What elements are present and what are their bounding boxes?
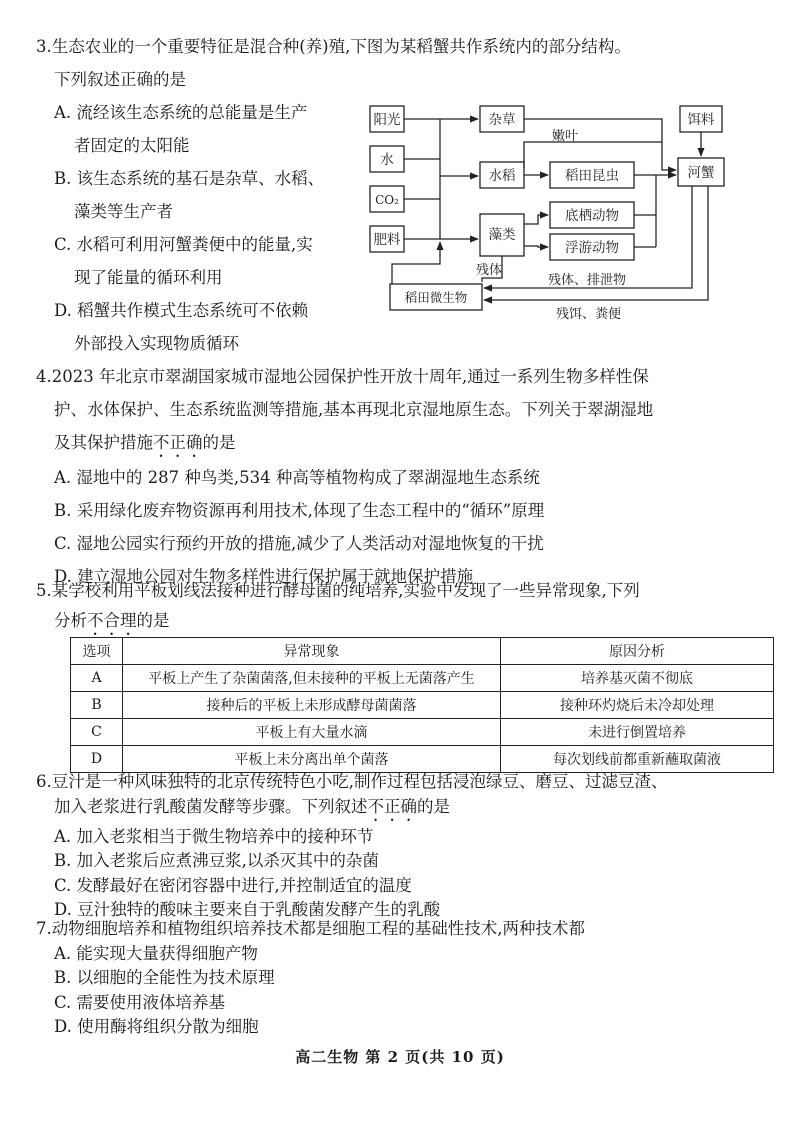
table-cell: B bbox=[71, 692, 123, 719]
rice-insects-label: 稻田昆虫 bbox=[565, 168, 619, 184]
q4-stem3-post: 的是 bbox=[202, 433, 236, 452]
q6-stem2-post: 的是 bbox=[417, 796, 450, 816]
bait-feces-label: 残饵、粪便 bbox=[556, 307, 622, 322]
table-header-option: 选项 bbox=[71, 638, 123, 665]
table-cell: C bbox=[71, 719, 123, 746]
benthic-label: 底栖动物 bbox=[565, 208, 619, 224]
q3-stem-line1: 3.生态农业的一个重要特征是混合种(养)殖,下图为某稻蟹共作系统内的部分结构。 bbox=[36, 37, 631, 56]
table-row bbox=[71, 665, 774, 692]
q7-stem: 7.动物细胞培养和植物组织培养技术都是细胞工程的基础性技术,两种技术都 bbox=[36, 919, 585, 938]
table-cell: 平板上未分离出单个菌落 bbox=[123, 746, 501, 773]
q4-stem-line2: 护、水体保护、生态系统监测等措施,基本再现北京湿地原生态。下列关于翠湖湿地 bbox=[54, 400, 654, 419]
q3-option-a: A. 流经该生态系统的总能量是生产 bbox=[54, 103, 308, 122]
q6-option-d: D. 豆汁独特的酸味主要来自于乳酸菌发酵产生的乳酸 bbox=[54, 900, 441, 919]
q7-option-d: D. 使用酶将组织分散为细胞 bbox=[54, 1017, 259, 1036]
table-cell: D bbox=[71, 746, 123, 773]
q6-stem2-pre: 加入老浆进行乳酸菌发酵等步骤。下列叙述 bbox=[54, 796, 368, 816]
crab-label: 河蟹 bbox=[687, 165, 715, 181]
microbe-label: 稻田微生物 bbox=[404, 290, 468, 305]
rice-crab-system-diagram bbox=[362, 96, 742, 326]
q3-option-d: D. 稻蟹共作模式生态系统可不依赖 bbox=[54, 301, 309, 320]
q6-option-a: A. 加入老浆相当于微生物培养中的接种环节 bbox=[54, 826, 374, 846]
table-header-analysis: 原因分析 bbox=[501, 638, 774, 665]
question-7 bbox=[36, 917, 776, 1040]
q7-option-a: A. 能实现大量获得细胞产物 bbox=[54, 943, 258, 963]
q4-option-d: D. 建立湿地公园对生物多样性进行保护属于就地保护措施 bbox=[54, 567, 474, 586]
q6-stem-line2 bbox=[36, 795, 776, 825]
q3-option-b-cont: 藻类等生产者 bbox=[74, 202, 173, 221]
table-header-row bbox=[71, 638, 774, 665]
q5-table bbox=[70, 637, 774, 773]
q3-option-c: C. 水稻可利用河蟹粪便中的能量,实 bbox=[54, 235, 313, 254]
q3-option-d-cont: 外部投入实现物质循环 bbox=[74, 334, 239, 353]
table-cell: 平板上有大量水滴 bbox=[123, 719, 501, 746]
feed-label: 饵料 bbox=[687, 112, 715, 128]
plankton-label: 浮游动物 bbox=[565, 240, 619, 256]
q7-option-b: B. 以细胞的全能性为技术原理 bbox=[54, 968, 275, 987]
q6-option-c: C. 发酵最好在密闭容器中进行,并控制适宜的温度 bbox=[54, 875, 412, 895]
question-6 bbox=[36, 770, 776, 923]
table-header-phenomenon: 异常现象 bbox=[123, 638, 501, 665]
q6-stem-line1: 6.豆汁是一种风味独特的北京传统特色小吃,制作过程包括浸泡绿豆、磨豆、过滤豆渣、 bbox=[36, 772, 668, 791]
water-label: 水 bbox=[380, 152, 394, 168]
q6-emphasis: 不正确 bbox=[367, 796, 417, 816]
co2-label: CO₂ bbox=[375, 193, 399, 207]
residue-excreta-label: 残体、排泄物 bbox=[548, 273, 627, 288]
q4-option-c: C. 湿地公园实行预约开放的措施,减少了人类活动对湿地恢复的干扰 bbox=[54, 534, 544, 553]
q4-option-a: A. 湿地中的 287 种鸟类,534 种高等植物构成了翠湖湿地生态系统 bbox=[54, 468, 540, 487]
q5-stem-line2 bbox=[36, 607, 776, 639]
question-4 bbox=[36, 360, 776, 593]
table-cell: 接种后的平板上未形成酵母菌菌落 bbox=[123, 692, 501, 719]
tender-leaf-label: 嫩叶 bbox=[552, 129, 579, 144]
table-cell: 平板上产生了杂菌菌落,但未接种的平板上无菌落产生 bbox=[123, 665, 501, 692]
table-row bbox=[71, 692, 774, 719]
q4-option-b: B. 采用绿化废弃物资源再利用技术,体现了生态工程中的“循环”原理 bbox=[54, 501, 545, 520]
q5-stem2-post: 的是 bbox=[136, 611, 170, 630]
q5-stem-line1: 5.某学校利用平板划线法接种进行酵母菌的纯培养,实验中发现了一些异常现象,下列 bbox=[36, 581, 640, 600]
algae-label: 藻类 bbox=[488, 227, 516, 243]
q5-emphasis: 不合理 bbox=[87, 611, 137, 630]
question-5 bbox=[36, 574, 776, 639]
q3-option-c-cont: 现了能量的循环利用 bbox=[74, 268, 223, 287]
q4-stem-line1: 4.2023 年北京市翠湖国家城市湿地公园保护性开放十周年,通过一系列生物多样性保 bbox=[36, 367, 649, 386]
table-cell: 接种环灼烧后未冷却处理 bbox=[501, 692, 774, 719]
weeds-label: 杂草 bbox=[488, 112, 516, 128]
q5-stem2-pre: 分析 bbox=[54, 611, 87, 630]
fertilizer-label: 肥料 bbox=[373, 232, 401, 248]
table-cell: 培养基灭菌不彻底 bbox=[501, 665, 774, 692]
q4-stem-line3 bbox=[36, 426, 776, 461]
page-footer: 高二生物 第 2 页(共 10 页) bbox=[295, 1048, 505, 1066]
table-cell: 每次划线前都重新蘸取菌液 bbox=[501, 746, 774, 773]
table-row bbox=[71, 719, 774, 746]
table-row bbox=[71, 746, 774, 773]
q7-option-c: C. 需要使用液体培养基 bbox=[54, 992, 226, 1012]
rice-label: 水稻 bbox=[488, 168, 516, 184]
q4-emphasis: 不正确 bbox=[153, 433, 203, 452]
residue-label: 残体 bbox=[476, 263, 503, 278]
q3-option-b: B. 该生态系统的基石是杂草、水稻、 bbox=[54, 169, 325, 188]
q3-options bbox=[36, 96, 336, 360]
q3-stem-line2: 下列叙述正确的是 bbox=[54, 70, 186, 89]
q3-option-a-cont: 者固定的太阳能 bbox=[74, 136, 190, 155]
q6-option-b: B. 加入老浆后应煮沸豆浆,以杀灭其中的杂菌 bbox=[54, 851, 379, 870]
q4-stem3-pre: 及其保护措施 bbox=[54, 433, 153, 452]
sunlight-label: 阳光 bbox=[373, 112, 401, 128]
table-cell: A bbox=[71, 665, 123, 692]
table-cell: 未进行倒置培养 bbox=[501, 719, 774, 746]
